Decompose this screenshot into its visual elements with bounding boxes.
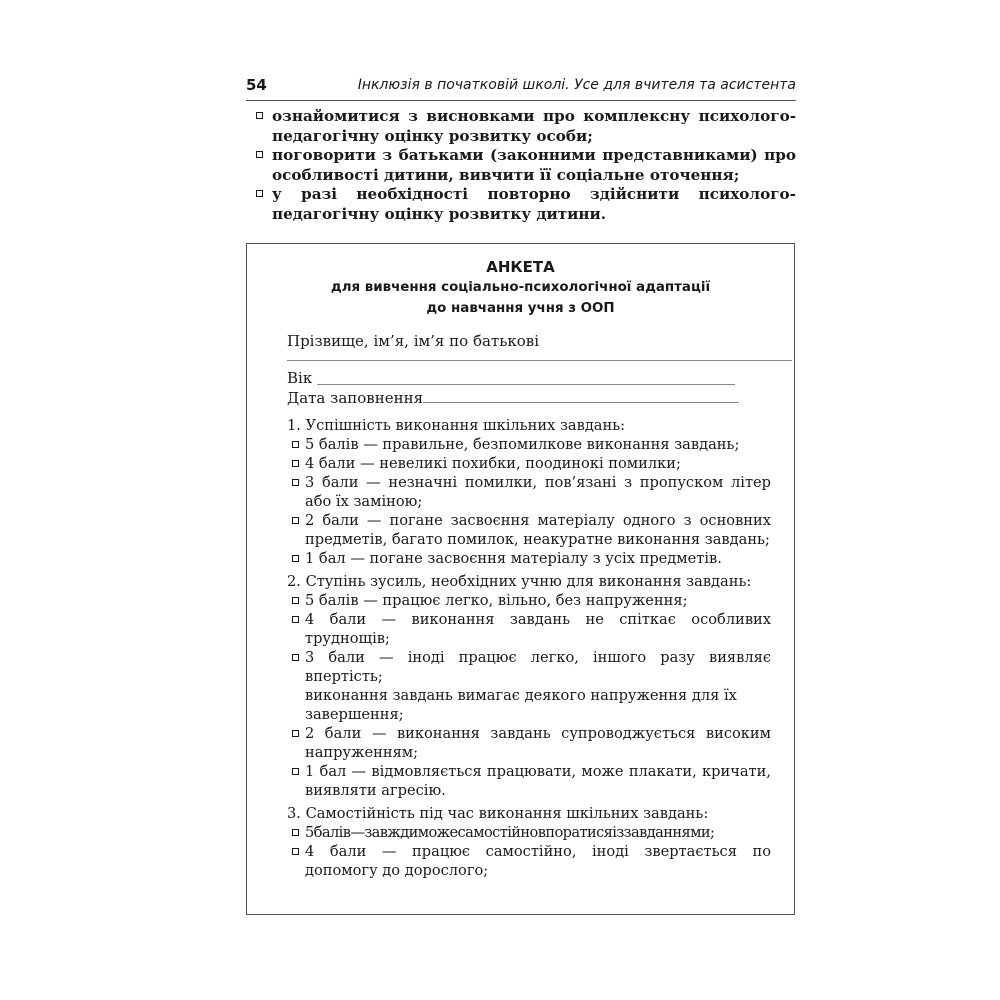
option-text: 1 бал — погане засвоєння матеріалу з усіх предметів.	[305, 550, 722, 567]
questionnaire-subtitle: для вивчення соціально-психологічної адаптації	[330, 280, 711, 295]
question-title: 3. Самостійність під час виконання шкільних завдань:	[287, 805, 709, 822]
option-text: 4 бали — невеликі похибки, поодинокі помилки;	[305, 455, 681, 472]
square-bullet-icon	[256, 190, 263, 197]
option-text: 5 балів — правильне, безпомилкове виконання завдань;	[305, 436, 740, 453]
square-bullet-icon	[256, 112, 263, 119]
intro-item-text: у разі необхідності повторно здійснити психолого-педагогічну оцінку розвитку дитини.	[272, 185, 796, 223]
name-field-label: Прізвище, ім’я, ім’я по батькові	[287, 332, 540, 350]
option-item	[285, 549, 771, 568]
age-fill-line[interactable]	[317, 384, 735, 385]
running-title: Інклюзія в початковій школі. Усе для вчителя та асистента	[357, 77, 796, 93]
question-item	[285, 572, 771, 800]
date-field-label: Дата заповнення	[287, 389, 424, 407]
question-list	[285, 416, 771, 884]
option-text: 5балів—завждиможесамостійновпоратисяіззавданнями;	[305, 824, 715, 841]
page-header	[246, 74, 796, 101]
option-continuation-text: виконання завдань вимагає деякого напруження для їх завершення;	[305, 687, 737, 723]
option-item	[285, 842, 771, 880]
option-item	[285, 454, 771, 473]
option-list	[285, 823, 771, 880]
checkbox-square-icon[interactable]	[292, 616, 299, 623]
option-text: 4 бали — виконання завдань не спіткає особливих труднощів;	[305, 611, 771, 647]
checkbox-square-icon[interactable]	[292, 768, 299, 775]
option-item	[285, 724, 771, 762]
intro-list	[254, 107, 796, 224]
checkbox-square-icon[interactable]	[292, 654, 299, 661]
checkbox-square-icon[interactable]	[292, 848, 299, 855]
square-bullet-icon	[256, 151, 263, 158]
checkbox-square-icon[interactable]	[292, 479, 299, 486]
option-item	[285, 473, 771, 511]
option-text: 1 бал — відмовляється працювати, може плакати, кричати, виявляти агресію.	[305, 763, 771, 799]
question-item	[285, 804, 771, 880]
name-fill-line[interactable]	[287, 360, 792, 361]
option-item	[285, 762, 771, 800]
option-text: 2 бали — погане засвоєння матеріалу одного з основних предметів, багато помилок, неакуратне виконання завдань;	[305, 512, 771, 548]
intro-item	[254, 107, 796, 146]
option-text: 2 бали — виконання завдань супроводжується високим напруженням;	[305, 725, 771, 761]
option-text: 3 бали — незначні помилки, пов’язані з пропуском літер або їх заміною;	[305, 474, 771, 510]
age-field-label: Вік	[287, 369, 313, 387]
page-number: 54	[246, 76, 267, 94]
intro-item	[254, 185, 796, 224]
question-item	[285, 416, 771, 568]
option-continuation	[285, 686, 771, 724]
checkbox-square-icon[interactable]	[292, 555, 299, 562]
intro-item	[254, 146, 796, 185]
option-item	[285, 591, 771, 610]
checkbox-square-icon[interactable]	[292, 829, 299, 836]
intro-item-text: ознайомитися з висновками про комплексну психолого-педагогічну оцінку розвитку особи;	[272, 107, 796, 145]
option-text: 5 балів — працює легко, вільно, без напруження;	[305, 592, 688, 609]
questionnaire-box	[246, 243, 795, 915]
option-list	[285, 435, 771, 568]
option-text: 3 бали — іноді працює легко, іншого разу виявляє впертість;	[305, 649, 771, 685]
checkbox-square-icon[interactable]	[292, 730, 299, 737]
questionnaire-title: АНКЕТА	[486, 258, 555, 276]
checkbox-square-icon[interactable]	[292, 441, 299, 448]
checkbox-square-icon[interactable]	[292, 517, 299, 524]
questionnaire-subtitle: до навчання учня з ООП	[426, 301, 615, 316]
question-title: 1. Успішність виконання шкільних завдань:	[287, 417, 626, 434]
checkbox-square-icon[interactable]	[292, 597, 299, 604]
option-item	[285, 435, 771, 454]
option-item	[285, 610, 771, 648]
question-title: 2. Ступінь зусиль, необхідних учню для виконання завдань:	[287, 573, 752, 590]
option-item	[285, 823, 771, 842]
checkbox-square-icon[interactable]	[292, 460, 299, 467]
option-list	[285, 591, 771, 800]
date-fill-line[interactable]	[423, 402, 739, 403]
option-item	[285, 648, 771, 686]
option-text: 4 бали — працює самостійно, іноді звертається по допомогу до дорослого;	[305, 843, 771, 879]
option-item	[285, 511, 771, 549]
intro-item-text: поговорити з батьками (законними представниками) про особливості дитини, вивчити її соціальне оточення;	[272, 146, 796, 184]
